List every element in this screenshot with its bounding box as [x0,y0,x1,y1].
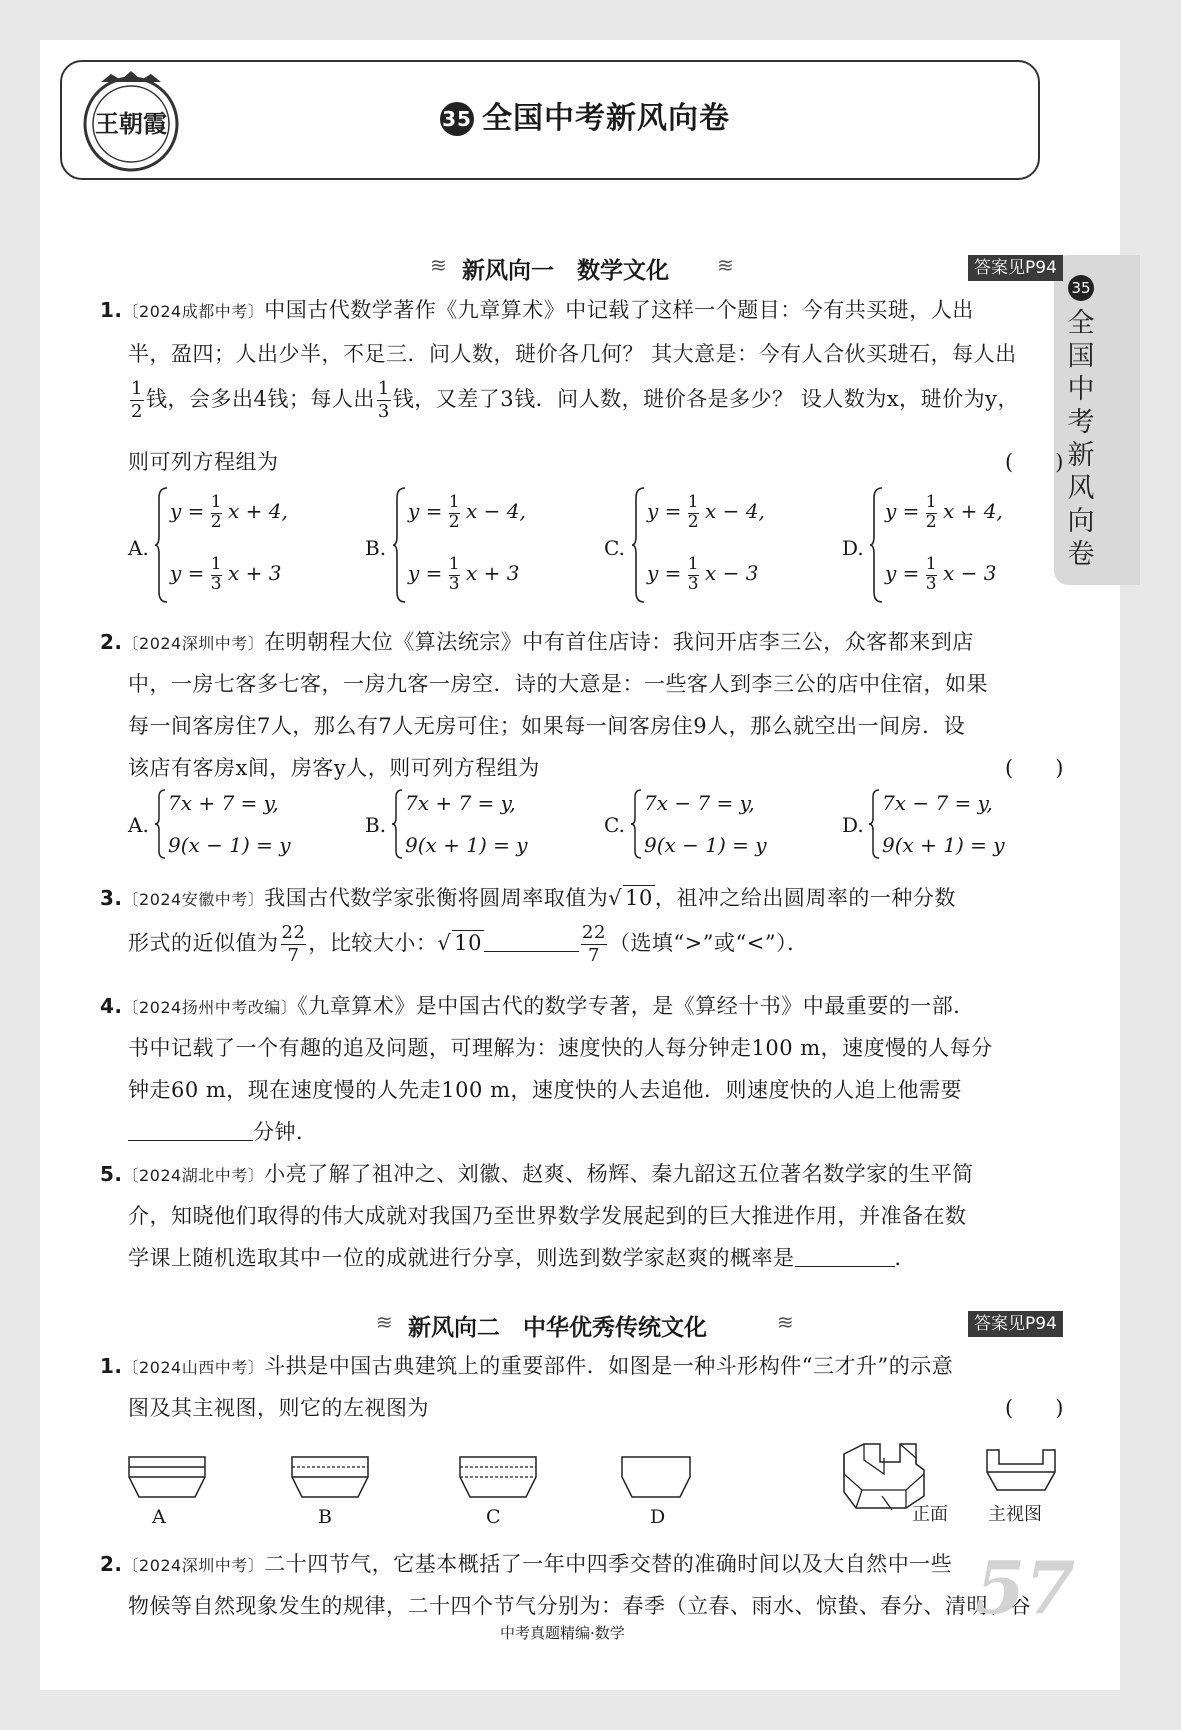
q2-option-a-top: 7x + 7 = y, [168,791,279,815]
section2-answer-badge: 答案见P94 [968,1311,1063,1337]
q1-option-d-top: y = $\frac{1}{2}$ x + 4, [885,492,1003,532]
q4-answer-blank[interactable] [128,1140,253,1141]
q4-line4: 分钟． [128,1116,318,1146]
svg-text:王朝霞: 王朝霞 [95,109,167,138]
q1-option-c-top: y = $\frac{1}{2}$ x − 4, [647,492,765,532]
section1-answer-badge: 答案见P94 [968,255,1063,281]
q1-number: 1. [100,298,123,322]
q2-option-b-brace [392,788,404,860]
s2q1-answer-paren: ( ) [1005,1396,1064,1420]
q1-option-a-top: y = $\frac{1}{2}$ x + 4, [170,492,288,532]
figure-b-label: B [318,1506,332,1528]
wave-icon-left: ≋ [430,253,447,277]
q4-line2: 书中记载了一个有趣的追及问题，可理解为：速度快的人每分钟走100 m，速度慢的人每分 [128,1036,993,1060]
q2-option-b-top: 7x + 7 = y, [405,791,516,815]
side-tab-number: 35 [1068,275,1094,301]
figure-c-label: C [486,1506,501,1528]
front-label: 正面 [912,1504,948,1525]
q5-line3: 学课上随机选取其中一位的成就进行分享，则选到数学家赵爽的概率是 ． [128,1246,916,1270]
q4-line3: 钟走60 m，现在速度慢的人先走100 m，速度快的人去追他．则速度快的人追上他需要 [128,1078,962,1102]
q2-option-b-label: B. [365,813,387,837]
wave-icon-right: ≋ [717,253,734,277]
q1-line1 [100,294,974,324]
q4-line1: 4.〔2024扬州中考改编〕《九章算术》是中国古代的数学专著，是《算经十书》中最重要的一部． [100,994,975,1018]
figure-d [620,1455,692,1499]
q3-line2: 形式的近似值为 $\frac{22}{7}$ ，比较大小：√ 10 $\frac{22}{7}$ （选填“>”或“<”）． [128,922,809,966]
q1-option-c-bot: y = $\frac{1}{3}$ x − 3 [647,554,759,594]
q1-option-b-label: B. [365,536,387,560]
q1-line4: 则可列方程组为 [128,450,279,474]
title-text: 全国中考新风向卷 [482,101,730,136]
q2-option-d-label: D. [842,813,864,837]
q5-line2: 介，知晓他们取得的伟大成就对我国乃至世界数学发展起到的巨大推进作用，并准备在数 [128,1204,967,1228]
section2-title: 新风向二 中华优秀传统文化 [408,1315,707,1341]
q1-option-c-brace [632,486,646,604]
q3-line1: 3.〔2024安徽中考〕我国古代数学家张衡将圆周率取值为√ 10，祖冲之给出圆周率的一种分数 [100,886,956,910]
q2-line3: 每一间客房住7人，那么有7人无房可住；如果每一间客房住9人，那么就空出一间房．设 [128,714,966,738]
q5-answer-blank[interactable] [795,1266,895,1267]
q1-option-a-brace [155,486,169,604]
q2-line2: 中，一房七客多七客，一房九客一房空．诗的大意是：一些客人到李三公的店中住宿，如果 [128,672,988,696]
q1-text1: 中国古代数学著作《九章算术》中记载了这样一个题目：今有共买琎，人出 [264,298,974,322]
q1-frac-half: $\frac{1}{2}$ [131,378,143,422]
main-view-figure [985,1448,1057,1492]
s2q2-line1: 2.〔2024深圳中考〕二十四节气，它基本概括了一年中四季交替的准确时间以及大自然中一些 [100,1552,953,1576]
figure-d-label: D [650,1506,666,1528]
s2q2-line2: 物候等自然现象发生的规律，二十四个节气分别为：春季（立春、雨水、惊蛰、春分、清明、谷 [128,1594,1031,1618]
q2-option-b-bot: 9(x + 1) = y [405,833,528,857]
q2-option-a-label: A. [128,813,149,837]
title-number-badge: 35 [440,102,474,136]
q2-option-c-label: C. [604,813,625,837]
section1-title: 新风向一 数学文化 [462,258,669,284]
q2-option-c-bot: 9(x − 1) = y [644,833,767,857]
page-title [440,93,730,137]
wave-icon-left-2: ≋ [376,1310,393,1334]
q2-option-c-top: 7x − 7 = y, [644,791,755,815]
side-tab [1054,255,1140,585]
s2q1-line1: 1.〔2024山西中考〕斗拱是中国古典建筑上的重要部件．如图是一种斗形构件“三才升”的示意 [100,1354,954,1378]
q2-line1: 2.〔2024深圳中考〕在明朝程大位《算法统宗》中有首住店诗：我问开店李三公，众客都来到店 [100,630,974,654]
q1-option-b-top: y = $\frac{1}{2}$ x − 4, [408,492,526,532]
figure-c [458,1455,538,1499]
q2-option-a-bot: 9(x − 1) = y [168,833,291,857]
q1-line2: 半，盈四；人出少半，不足三．问人数，琎价各几何？ 其大意是：今有人合伙买琎石，每人出 [128,342,1017,366]
q1-option-a-bot: y = $\frac{1}{3}$ x + 3 [170,554,282,594]
figure-b [290,1455,370,1499]
q2-option-d-brace [869,788,881,860]
q1-option-b-brace [393,486,407,604]
figure-a-label: A [152,1506,166,1528]
q2-option-a-brace [155,788,167,860]
publisher-logo [76,66,186,174]
q1-option-d-brace [870,486,884,604]
q2-answer-paren: ( ) [1005,756,1064,780]
page-paper [40,40,1120,1690]
q1-option-b-bot: y = $\frac{1}{3}$ x + 3 [408,554,520,594]
q1-answer-paren: ( ) [1005,450,1064,474]
q1-option-c-label: C. [604,536,625,560]
q1-option-d-bot: y = $\frac{1}{3}$ x − 3 [885,554,997,594]
q1-line3: $\frac{1}{2}$ 钱，会多出4钱；每人出 $\frac{1}{3}$ 钱，又差了3钱．问人数，琎价各是多少？ 设人数为x，琎价为y， [131,378,1020,422]
q1-option-a-label: A. [128,536,149,560]
wave-icon-right-2: ≋ [777,1310,794,1334]
q2-option-d-bot: 9(x + 1) = y [882,833,1005,857]
page-number-watermark: 57 [975,1545,1076,1630]
q2-line4: 该店有客房x间，房客y人，则可列方程组为 [128,756,540,780]
main-view-label: 主视图 [988,1504,1042,1525]
q3-frac: $\frac{22}{7}$ [281,922,306,966]
q1-source: 〔2024成都中考〕 [122,302,265,321]
s2q1-line2: 图及其主视图，则它的左视图为 [128,1396,429,1420]
q1-option-d-label: D. [842,536,864,560]
q3-sqrt-value: 10 [625,886,653,910]
q3-answer-blank[interactable] [484,951,579,952]
footer-text: 中考真题精编·数学 [500,1624,625,1642]
q5-line1: 5.〔2024湖北中考〕小亮了解了祖冲之、刘徽、赵爽、杨辉、秦九韶这五位著名数学家的生平简 [100,1162,974,1186]
figure-a [127,1455,207,1499]
side-tab-text: 全国中考新风向卷 [1067,308,1095,570]
q2-option-c-brace [631,788,643,860]
q2-option-d-top: 7x − 7 = y, [882,791,993,815]
q1-frac-third: $\frac{1}{3}$ [377,378,390,422]
